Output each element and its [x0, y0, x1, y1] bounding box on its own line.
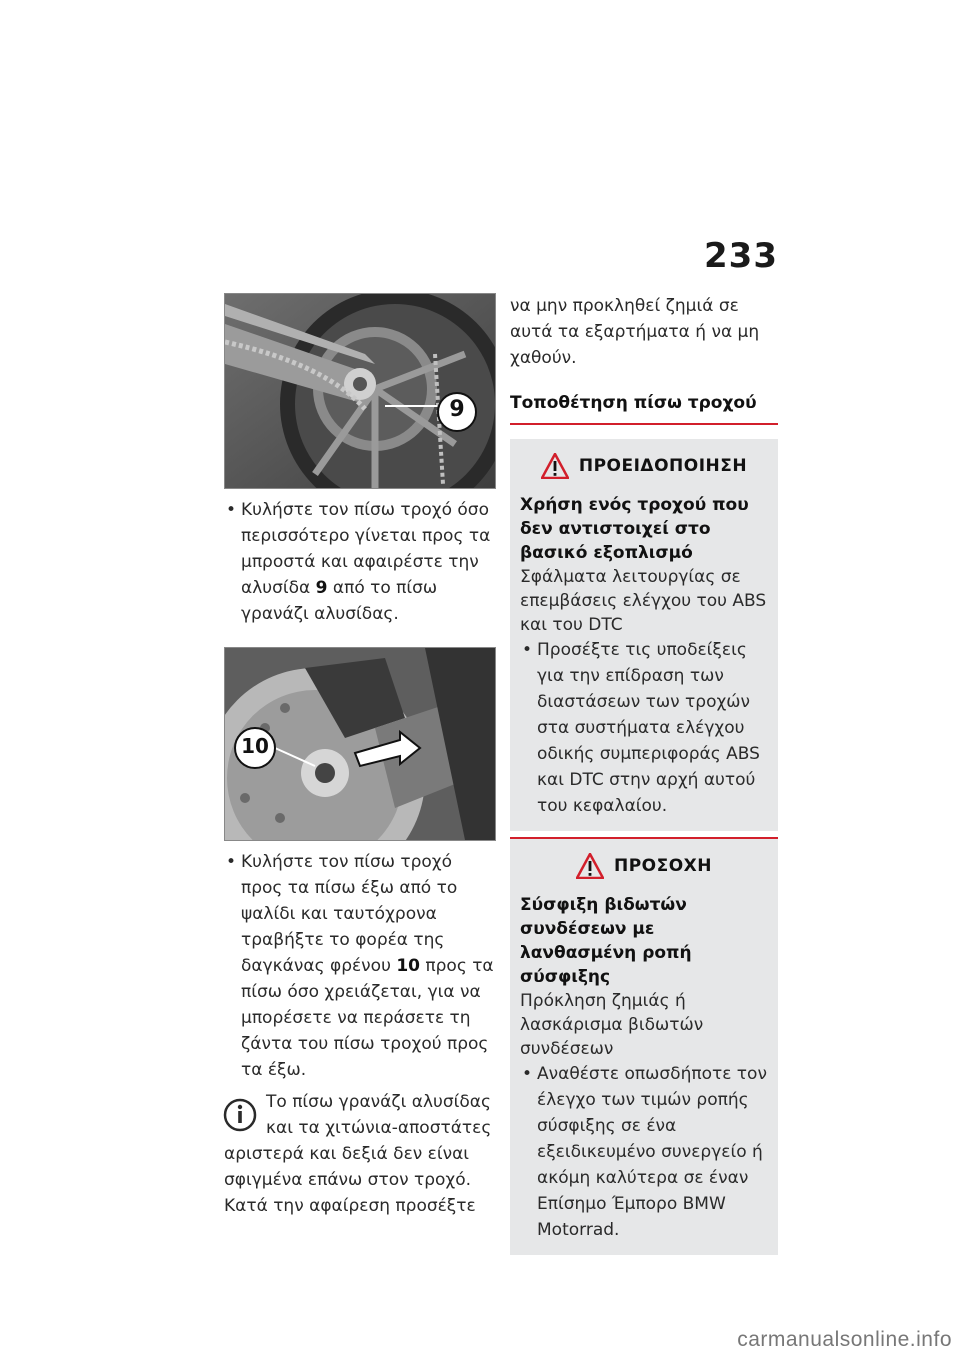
caution-description: Πρόκληση ζημιάς ή λασκάρισμα βιδωτών συνδέσεων: [520, 991, 704, 1059]
section-title: Τοποθέτηση πίσω τροχού: [510, 377, 778, 425]
warning-actions: [520, 637, 768, 819]
warning-box: [510, 439, 778, 831]
callout-9: 9: [449, 397, 465, 422]
reference-number-10: 10: [396, 956, 420, 976]
warning-description: Σφάλματα λειτουργίας σε επεμβάσεις ελέγχου του ABS και του DTC: [520, 567, 767, 635]
page-number: 233: [704, 236, 778, 276]
step-text-end: από το πίσω γρανάζι αλυσίδας.: [241, 578, 438, 624]
step-list-1: [224, 497, 494, 627]
watermark: carmanualsonline.info: [737, 1328, 952, 1351]
reference-number-9: 9: [315, 578, 328, 598]
photo-brake-caliper-carrier: [224, 647, 496, 841]
step-text-end: προς τα πίσω όσο χρειάζεται, για να μπορέσετε να περάσετε τη ζάντα του πίσω τροχού προς τα έξω.: [241, 956, 494, 1080]
right-column: [510, 293, 778, 1255]
caution-action-text: Αναθέστε οπωσδήποτε τον έλεγχο των τιμών ροπής σύσφιξης σε ένα εξειδικευμένο συνεργείο ή ακόμη καλύτερα σε έναν Επίσημο Έμπορο BMW Motorrad.: [537, 1064, 767, 1240]
callout-10: 10: [241, 734, 269, 758]
caution-title: Σύσφιξη βιδωτών συνδέσεων με λανθασμένη ροπή σύσφιξης: [520, 895, 692, 987]
warning-header: [520, 453, 768, 479]
info-note-text: Το πίσω γρανάζι αλυσίδας και τα χιτώνια-αποστάτες αριστερά και δεξιά δεν είναι σφιγμένα επάνω στον τροχό. Κατά την αφαίρεση προσέξτε: [224, 1092, 492, 1216]
step-text: Κυλήστε τον πίσω τροχό όσο περισσότερο γίνεται προς τα μπροστά και αφαιρέστε την αλυσίδα: [241, 500, 491, 598]
warning-label: ΠΡΟΕΙΔΟΠΟΙΗΣΗ: [578, 456, 748, 476]
bullet-dot: •: [226, 852, 237, 872]
warning-triangle-icon: [541, 453, 569, 479]
warning-triangle-icon: [576, 853, 604, 879]
bullet-dot: •: [522, 1064, 533, 1084]
bullet-dot: •: [226, 500, 237, 520]
caution-actions: [520, 1061, 768, 1243]
caution-header: [520, 853, 768, 879]
caution-action: [520, 1061, 768, 1243]
continuation-text: να μην προκληθεί ζημιά σε αυτά τα εξαρτήματα ή να μη χαθούν.: [510, 296, 760, 368]
caution-label: ΠΡΟΣΟΧΗ: [613, 856, 713, 876]
step-list-2: [224, 849, 494, 1083]
step-roll-wheel-out: [224, 849, 494, 1083]
step-remove-chain: [224, 497, 494, 627]
warning-title: Χρήση ενός τροχού που δεν αντιστοιχεί στο βασικό εξοπλισμό: [520, 495, 749, 563]
warning-action-text: Προσέξτε τις υποδείξεις για την επίδραση των διαστάσεων των τροχών στα συστήματα ελέγχου οδικής συμπεριφοράς ABS και DTC στην αρχή αυτού του κεφαλαίου.: [537, 640, 760, 816]
info-icon: [222, 1091, 258, 1135]
step-text: Κυλήστε τον πίσω τροχό προς τα πίσω έξω από το ψαλίδι και ταυτόχρονα τραβήξτε το φορέα της δαγκάνας φρένου: [241, 852, 458, 976]
warning-action: [520, 637, 768, 819]
left-column: [224, 293, 494, 1219]
caution-box: [510, 837, 778, 1255]
bullet-dot: •: [522, 640, 533, 660]
photo-sprocket-illustration: [225, 294, 495, 488]
info-note: [224, 1089, 494, 1219]
photo-rear-sprocket-chain: [224, 293, 496, 489]
